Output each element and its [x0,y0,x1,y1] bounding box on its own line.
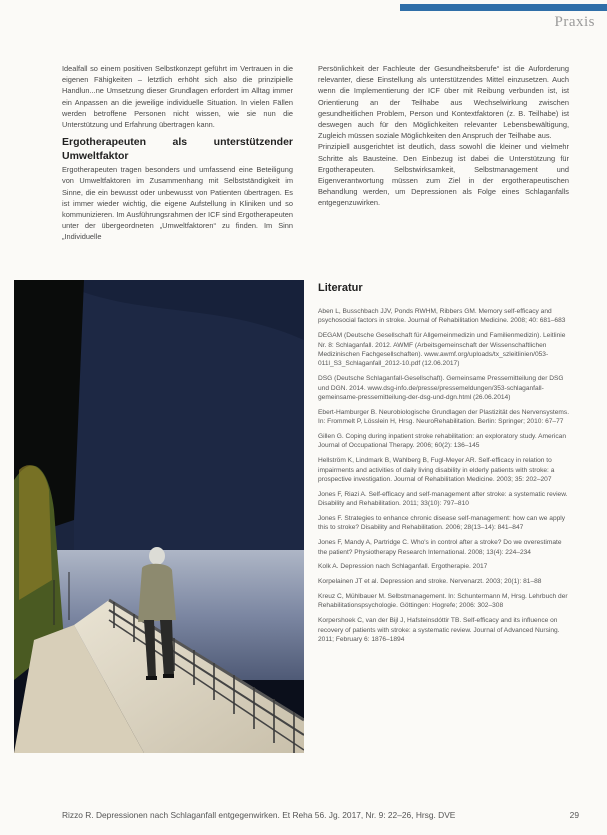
photo-man-on-promenade [14,280,304,753]
reference-item: Kolk A. Depression nach Schlaganfall. Ergotherapie. 2017 [318,563,488,571]
literature-heading: Literatur [318,282,363,294]
reference-item: Ebert-Hamburger B. Neurobiologische Grundlagen der Plastizität des Nervensystems. In: Frommelt P, Lösslein H, Hrsg. NeuroRehabilitation. Berlin: Springer; 2010: 67–77 [318,408,570,426]
paragraph: Prinzipiell ausgerichtet ist deutlich, dass sowohl die kleiner und vielmehr Schritte als Bausteine. Den Einbezug ist dabei die Unterstützung für Ergotherapeuten. Selbstwirksamkeit, Selbstmanagement und Eigenverantwortung müssen zum Ziel in der ergotherapeutischen Behandlung werden, um Depressionen als Folge eines Schlaganfalls entgegenzuwirken. [318,142,569,208]
reference-list [318,307,571,650]
reference-item: Aben L, Busschbach JJV, Ponds RWHM, Ribbers GM. Memory self-efficacy and psychosocial factors in stroke. Journal of Rehabilitation Medicine. 2008; 40: 681–683 [318,308,566,325]
reference-item: Korpershoek C, van der Bijl J, Hafsteinsdóttir TB. Self-efficacy and its influence on recovery of patients with stroke: a systematic review. Journal of Advanced Nursing. 2011; February 6: 1876–1894 [318,617,560,644]
section-heading: Ergotherapeuten als unterstützender Umweltfaktor [62,136,293,163]
reference-item: Jones F, Mandy A, Partridge C. Who's in control after a stroke? Do we overestimate the patient? Physiotherapy Research International. 2008; 13(4): 224–234 [318,539,562,556]
paragraph: Idealfall so einem positiven Selbstkonzept geführt im Vertrauen in die eigenen Fähigkeiten – letztlich erhöht sich also die prinzipielle Handlun...ne Umsetzung dieser Grundlagen erfordert im Alltag immer ein Anpassen an die jeweilige individuelle Situation. In vielen Fällen werden betroffene Personen nicht wissen, wie sie nun die Unterstützung und Erfahrung übertragen kann. [62,64,293,130]
reference-item: Jones F, Riazi A. Self-efficacy and self-management after stroke: a systematic review. Disability and Rehabilitation. 2011; 33(10): 797–810 [318,490,568,508]
footer-citation: Rizzo R. Depressionen nach Schlaganfall entgegenwirken. Et Reha 56. Jg. 2017, Nr. 9: 22–26, Hrsg. DVE [62,810,456,820]
paragraph: Persönlichkeit der Fachleute der Gesundheitsberufe“ ist die Auforderung relevanter, diese Einstellung als unterstützendes Mittel einzusetzen. Auch wenn die Implementierung der ICF über mit Reibung verbunden ist, ist Orientierung an der Teilhabe aus Wechselwirkung zwischen gesundheitlichen Problem, Person und Kontextfaktoren (z. B. Teilhabe) ist deswegen auch für den Möglichkeiten relevanter Lebensbewältigung, Zugleich müssen soziale Möglichkeiten den Anspruch der Teilhabe aus. [318,64,569,141]
reference-item: Hellström K, Lindmark B, Wahlberg B, Fugl-Meyer AR. Self-efficacy in relation to impairments and activities of daily living disability in elderly patients with stroke: a prospective investigation. Journal of Rehabilitation Medicine. 2003; 35: 202–207 [318,457,555,484]
page-number: 29 [569,810,579,820]
section-label: Praxis [554,14,595,30]
paragraph: Ergotherapeuten tragen besonders und umfassend eine Beteiligung von Umweltfaktoren im Zusammenhang mit Selbstständigkeit im Sinne, die ein bewusst oder unbewusst von Patienten übertragen. Es ist immer wieder wichtig, die eigene Aufstellung in Kliniken und so kommunizieren. Im Ausführungsrahmen der ICF sind Ergotherapeuten unter der übergeordneten „Umweltfaktoren“ zu finden. Im Sinn „Individuelle [62,165,293,242]
left-column [62,63,293,243]
reference-item: Korpelainen JT et al. Depression and stroke. Nervenarzt. 2003; 20(1): 81–88 [318,578,542,586]
reference-item: Jones F. Strategies to enhance chronic disease self-management: how can we apply this to stroke? Disability and Rehabilitation. 2006; 28(13–14): 841–847 [318,515,566,532]
right-column [318,63,569,209]
reference-item: Gillen G. Coping during inpatient stroke rehabilitation: an exploratory study. American Journal of Occupational Therapy. 2006; 60(2): 136–145 [318,433,567,450]
reference-item: Kreuz C, Mühlbauer M. Selbstmanagement. In: Schuntermann M, Hrsg. Lehrbuch der Rehabilitationspsychologie. Göttingen: Hogrefe; 2006: 302–308 [318,593,568,610]
header-accent-bar [400,4,607,11]
reference-item: DSG (Deutsche Schlaganfall-Gesellschaft). Gemeinsame Pressemitteilung der DSG und DGN. 2014. www.dsg-info.de/presse/pressemeldungen/353-schlaganfall-gemeinsame-pressemitteilung-der-dsg-und-dgn.html (26.06.2014) [318,375,564,402]
reference-item: DEGAM (Deutsche Gesellschaft für Allgemeinmedizin und Familienmedizin). Leitlinie Nr. 8: Schlaganfall. 2012. AWMF (Arbeitsgemeinschaft der Wissenschaftlichen Medizinischen Fachgesellschaften). www.awmf.org/uploads/tx_szleitlinien/053-011l_S3_Schlaganfall_2012-10.pdf (12.06.2017) [318,332,566,368]
